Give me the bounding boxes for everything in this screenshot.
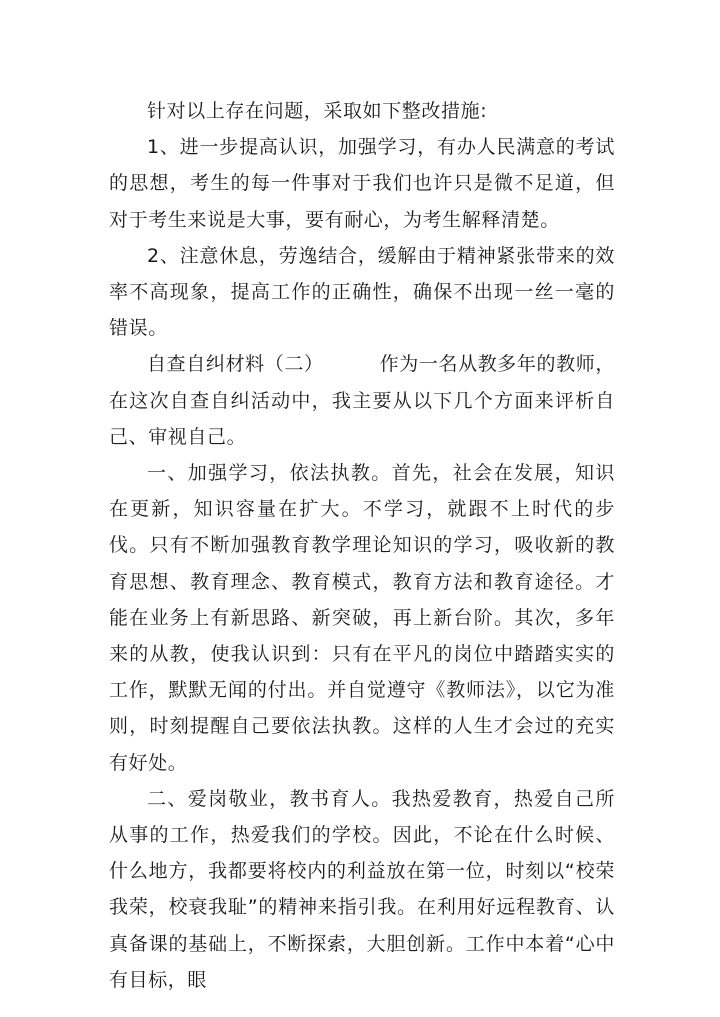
section-intro: 作为一名从教多年的教师，在这次自查自纠活动中，我主要从以下几个方面来评析自己、审视自己。: [109, 353, 616, 448]
paragraph-section-two: [109, 346, 615, 455]
paragraph-point-two: 二、爱岗敬业，教书育人。我热爱教育，热爱自己所从事的工作，热爱我们的学校。因此，不论在什么时候、什么地方，我都要将校内的利益放在第一位，时刻以“校荣我荣，校衰我耻”的精神来指引我。在利用好远程教育、认真备课的基础上，不断探索，大胆创新。工作中本着“心中有目标，眼: [109, 787, 615, 991]
paragraph-measure-1: 1、进一步提高认识，加强学习，有办人民满意的考试的思想，考生的每一件事对于我们也许只是微不足道，但对于考生来说是大事，要有耐心，为考生解释清楚。: [109, 136, 615, 231]
paragraph-point-one: 一、加强学习，依法执教。首先，社会在发展，知识在更新，知识容量在扩大。不学习，就跟不上时代的步伐。只有不断加强教育教学理论知识的学习，吸收新的教育思想、教育理念、教育模式，教育方法和教育途径。才能在业务上有新思路、新突破，再上新台阶。其次，多年来的从教，使我认识到：只有在平凡的岗位中踏踏实实的工作，默默无闻的付出。并自觉遵守《教师法》，以它为准则，时刻提醒自己要依法执教。这样的人生才会过的充实有好处。: [109, 462, 615, 774]
paragraph-measure-2: 2、注意休息，劳逸结合，缓解由于精神紧张带来的效率不高现象，提高工作的正确性，确保不出现一丝一毫的错误。: [109, 244, 615, 340]
document-body: [109, 93, 615, 998]
section-heading: 自查自纠材料（二）: [147, 353, 324, 376]
paragraph-measures-intro: 针对以上存在问题，采取如下整改措施:: [147, 100, 488, 122]
